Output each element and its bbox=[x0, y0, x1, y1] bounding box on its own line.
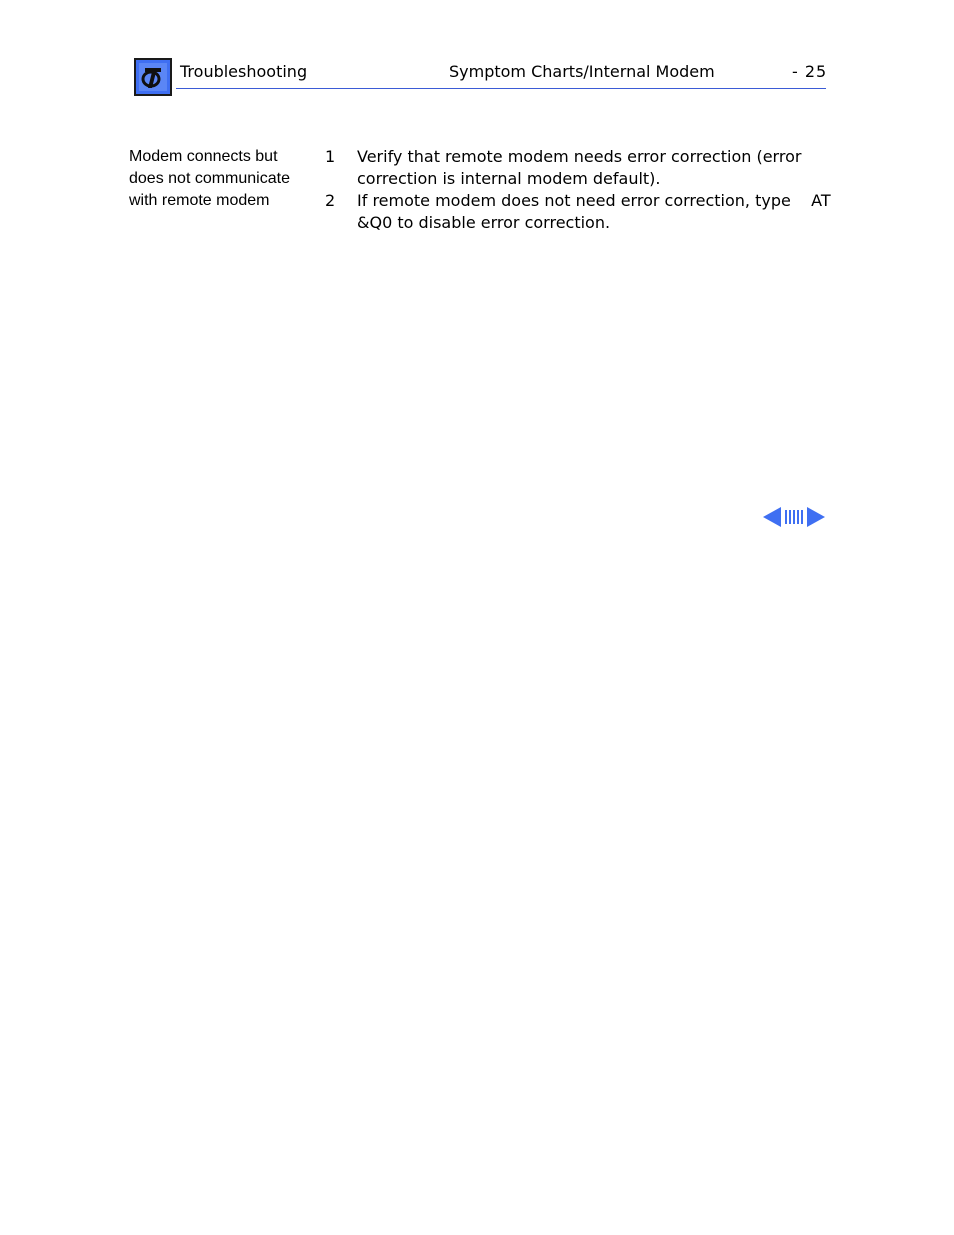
step-line: Verify that remote modem needs error correction (error bbox=[357, 147, 802, 166]
step-1 bbox=[325, 146, 815, 190]
symptom-line: does not communicate bbox=[129, 170, 290, 187]
step-line: correction is internal modem default). bbox=[357, 169, 661, 188]
header-section: Troubleshooting bbox=[180, 62, 308, 81]
symptom-text bbox=[129, 146, 314, 212]
next-arrow-icon[interactable] bbox=[807, 507, 825, 527]
step-text bbox=[357, 146, 815, 190]
header-topic: Symptom Charts/Internal Modem bbox=[449, 62, 715, 81]
symptom-line: with remote modem bbox=[129, 192, 270, 209]
step-2 bbox=[325, 190, 831, 234]
step-number: 2 bbox=[325, 191, 336, 210]
page-navigation bbox=[763, 506, 825, 528]
header-icon bbox=[134, 58, 172, 96]
index-bars-icon[interactable] bbox=[785, 510, 803, 524]
step-number: 1 bbox=[325, 147, 336, 166]
step-text bbox=[357, 190, 831, 234]
step-line: &Q0 to disable error correction. bbox=[357, 213, 611, 232]
symptom-line: Modem connects but bbox=[129, 148, 278, 165]
step-line: If remote modem does not need error correction, type AT bbox=[357, 191, 831, 210]
header-rule bbox=[176, 88, 826, 89]
previous-arrow-icon[interactable] bbox=[763, 507, 781, 527]
page-number: - 25 bbox=[792, 62, 828, 81]
solution-steps bbox=[325, 146, 831, 234]
